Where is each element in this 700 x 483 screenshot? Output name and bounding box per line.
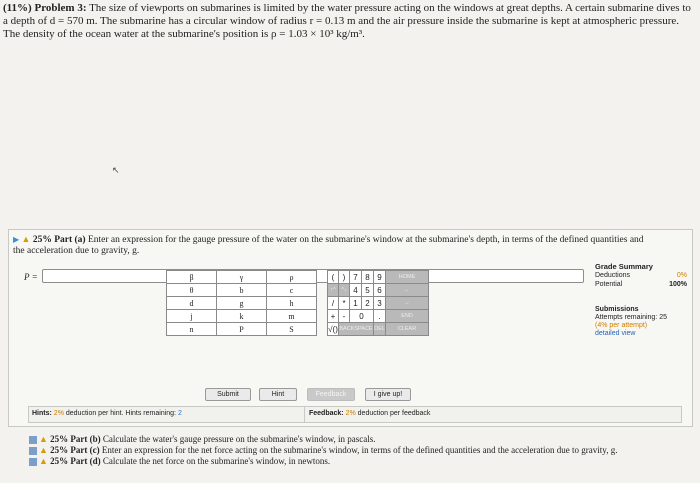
key-b[interactable]: b (217, 284, 267, 297)
part-b-row[interactable] (3, 434, 697, 445)
number-keypad (327, 270, 429, 336)
key-multiply[interactable]: * (339, 297, 350, 310)
key-P[interactable]: P (217, 323, 267, 336)
grade-summary-title: Grade Summary (595, 262, 653, 271)
key-gamma[interactable]: γ (217, 271, 267, 284)
key-m[interactable]: m (267, 310, 317, 323)
bar-divider (304, 407, 305, 422)
feedback-info (309, 410, 430, 417)
warning-icon: ▲ (39, 434, 48, 444)
feedback-button[interactable]: Feedback (307, 388, 355, 401)
hints-remaining: 2 (177, 410, 182, 417)
other-parts-list (3, 434, 697, 467)
key-clear[interactable]: CLEAR (386, 323, 429, 336)
part-a-panel (8, 229, 693, 427)
part-c-label: 25% Part (c) (50, 445, 100, 455)
key-beta[interactable]: β (167, 271, 217, 284)
key-7[interactable]: 7 (350, 271, 362, 284)
key-home[interactable]: HOME (386, 271, 429, 284)
key-3[interactable]: 3 (374, 297, 386, 310)
key-divide[interactable]: / (328, 297, 339, 310)
part-d-text: Calculate the net force on the submarine's window, in newtons. (102, 456, 331, 466)
key-superscript[interactable]: ↑^ (328, 284, 339, 297)
deductions-value: 0% (676, 272, 687, 279)
key-right-arrow[interactable]: → (386, 297, 429, 310)
key-decimal[interactable]: . (374, 310, 386, 323)
key-g[interactable]: g (217, 297, 267, 310)
potential-label: Potential (595, 281, 623, 288)
key-close-paren[interactable]: ) (339, 271, 350, 284)
deductions-label: Deductions (595, 272, 631, 279)
expand-triangle-icon[interactable]: ▶ (13, 235, 20, 244)
per-attempt: (4% per attempt) (595, 322, 648, 329)
feedback-pct: 2% (345, 410, 356, 417)
key-n[interactable]: n (167, 323, 217, 336)
key-8[interactable]: 8 (362, 271, 374, 284)
part-b-label: 25% Part (b) (50, 434, 101, 444)
key-del[interactable]: DEL (374, 323, 386, 336)
part-c-row[interactable] (3, 445, 697, 456)
part-a-label: 25% Part (a) (32, 235, 86, 245)
key-4[interactable]: 4 (350, 284, 362, 297)
hints-pct: 2% (53, 410, 64, 417)
detailed-view-link[interactable]: detailed view (595, 330, 636, 337)
part-d-label: 25% Part (d) (50, 456, 101, 466)
hints-label: Hints: (32, 410, 52, 417)
problem-label: (11%) Problem 3: (3, 2, 87, 14)
key-2[interactable]: 2 (362, 297, 374, 310)
problem-statement (3, 2, 697, 41)
key-h[interactable]: h (267, 297, 317, 310)
part-c-text: Enter an expression for the net force acting on the submarine's window, in terms of the defined quantities and the acceleration due to gravity, g. (101, 445, 618, 455)
key-minus[interactable]: - (339, 310, 350, 323)
hints-feedback-bar (28, 406, 682, 423)
feedback-text: deduction per feedback (357, 410, 431, 417)
key-k[interactable]: k (217, 310, 267, 323)
warning-icon: ▲ (21, 234, 31, 244)
attempts-remaining: Attempts remaining: 25 (595, 314, 667, 321)
answer-label: P = (24, 272, 38, 282)
key-d[interactable]: d (167, 297, 217, 310)
key-subscript[interactable]: ^↓ (339, 284, 350, 297)
key-open-paren[interactable]: ( (328, 271, 339, 284)
potential-row (595, 280, 687, 289)
mouse-cursor-icon: ↖ (112, 166, 120, 176)
part-a-header (13, 234, 653, 257)
part-icon (29, 458, 37, 466)
problem-text: The size of viewports on submarines is limited by the water pressure acting on the windows at great depths. A certain submarine dives to a depth of d = 570 m. The submarine has a circular window of radius r = 0.13 m and the air pressure inside the submarine is kept at atmospheric pressure. The density of the ocean water at the submarine's position is ρ = 1.03 × 10³ kg/m³. (3, 2, 691, 40)
key-rho[interactable]: ρ (267, 271, 317, 284)
key-j[interactable]: j (167, 310, 217, 323)
key-sqrt[interactable]: √() (328, 324, 338, 334)
key-5[interactable]: 5 (362, 284, 374, 297)
deductions-row (595, 271, 687, 280)
submit-button[interactable]: Submit (205, 388, 251, 401)
key-6[interactable]: 6 (374, 284, 386, 297)
key-S[interactable]: S (267, 323, 317, 336)
part-b-text: Calculate the water's gauge pressure on the submarine's window, in pascals. (102, 434, 376, 444)
key-c[interactable]: c (267, 284, 317, 297)
part-a-text: Enter an expression for the gauge pressure of the water on the submarine's window at the submarine's depth, in terms of the defined quantities and the acceleration due to gravity, g. (13, 235, 644, 256)
part-icon (29, 447, 37, 455)
key-9[interactable]: 9 (374, 271, 386, 284)
key-backspace[interactable]: BACKSPACE (339, 323, 374, 336)
grade-summary (595, 262, 687, 289)
key-theta[interactable]: θ (167, 284, 217, 297)
feedback-label: Feedback: (309, 410, 344, 417)
part-d-row[interactable] (3, 456, 697, 467)
key-left-arrow[interactable]: ← (386, 284, 429, 297)
submissions-panel (595, 306, 687, 338)
potential-value: 100% (669, 281, 687, 288)
key-1[interactable]: 1 (350, 297, 362, 310)
warning-icon: ▲ (39, 456, 48, 466)
key-0[interactable]: 0 (350, 310, 374, 323)
give-up-button[interactable]: I give up! (365, 388, 411, 401)
variable-keypad (166, 270, 317, 336)
key-plus[interactable]: + (328, 310, 339, 323)
hint-button[interactable]: Hint (259, 388, 297, 401)
warning-icon: ▲ (39, 445, 48, 455)
hints-info (32, 410, 182, 417)
key-end[interactable]: END (386, 310, 429, 323)
part-icon (29, 436, 37, 444)
hints-text: deduction per hint. Hints remaining: (65, 410, 176, 417)
submissions-title: Submissions (595, 306, 639, 313)
